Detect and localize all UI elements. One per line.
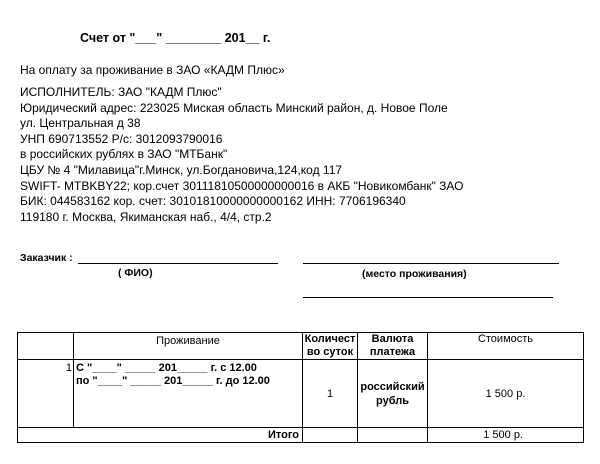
unp-account: УНП 690713552 Р/с: 3012093790016 <box>20 131 223 146</box>
bank-name: в российских рублях в ЗАО "МТБанк" <box>20 147 228 162</box>
residence-input-line <box>303 263 559 264</box>
row-days: 1 <box>303 360 358 428</box>
row-number: 1 <box>18 360 74 428</box>
header-number-cell <box>18 333 74 360</box>
legal-address: Юридический адрес: 223025 Миская область Минский район, д. Новое Поле <box>20 100 448 115</box>
fio-input-line <box>78 263 278 264</box>
table-header-row <box>18 333 584 360</box>
street-address: ул. Центральная д 38 <box>20 116 141 131</box>
fio-caption: ( ФИО) <box>118 267 153 279</box>
table-total-row <box>18 428 584 443</box>
contractor-details <box>20 85 464 225</box>
total-label: Итого <box>18 428 303 443</box>
total-value: 1 500 р. <box>428 428 584 443</box>
bank-address: 119180 г. Москва, Якиманская наб., 4/4, стр.2 <box>20 209 272 224</box>
header-days: Количест во суток <box>303 333 358 360</box>
table-row <box>18 360 584 428</box>
invoice-title: Счет от "___" ________ 201__ г. <box>80 31 271 45</box>
contractor-name: ИСПОЛНИТЕЛЬ: ЗАО "КАДМ Плюс" <box>20 85 222 99</box>
header-currency: Валюта платежа <box>358 333 428 360</box>
header-accommodation: Проживание <box>74 333 303 360</box>
total-days-cell <box>303 428 358 443</box>
stay-from-line: С "____" _____ 201_____ г. с 12.00 <box>76 362 257 374</box>
services-table <box>17 332 584 443</box>
customer-label: Заказчик : <box>20 252 73 264</box>
stay-dates <box>74 360 303 428</box>
row-cost: 1 500 р. <box>428 360 584 428</box>
row-currency: российский рубль <box>358 360 428 428</box>
swift-line: SWIFT- MTBKBY22; кор.счет 30111810500000000016 в АКБ "Новикомбанк" ЗАО <box>20 178 464 193</box>
header-cost: Стоимость <box>428 333 584 360</box>
bank-branch: ЦБУ № 4 "Милавица"г.Минск, ул.Богдановича,124,код 117 <box>20 162 343 177</box>
residence-caption: (место проживания) <box>362 268 467 280</box>
bik-line: БИК: 044583162 кор. счет: 30101810000000000162 ИНН: 7706196340 <box>20 194 406 209</box>
stay-to-line: по "____" _____ 201_____ г. до 12.00 <box>76 375 270 387</box>
residence-second-line <box>303 297 553 298</box>
total-currency-cell <box>358 428 428 443</box>
payment-purpose: На оплату за проживание в ЗАО «КАДМ Плюс» <box>20 63 285 77</box>
